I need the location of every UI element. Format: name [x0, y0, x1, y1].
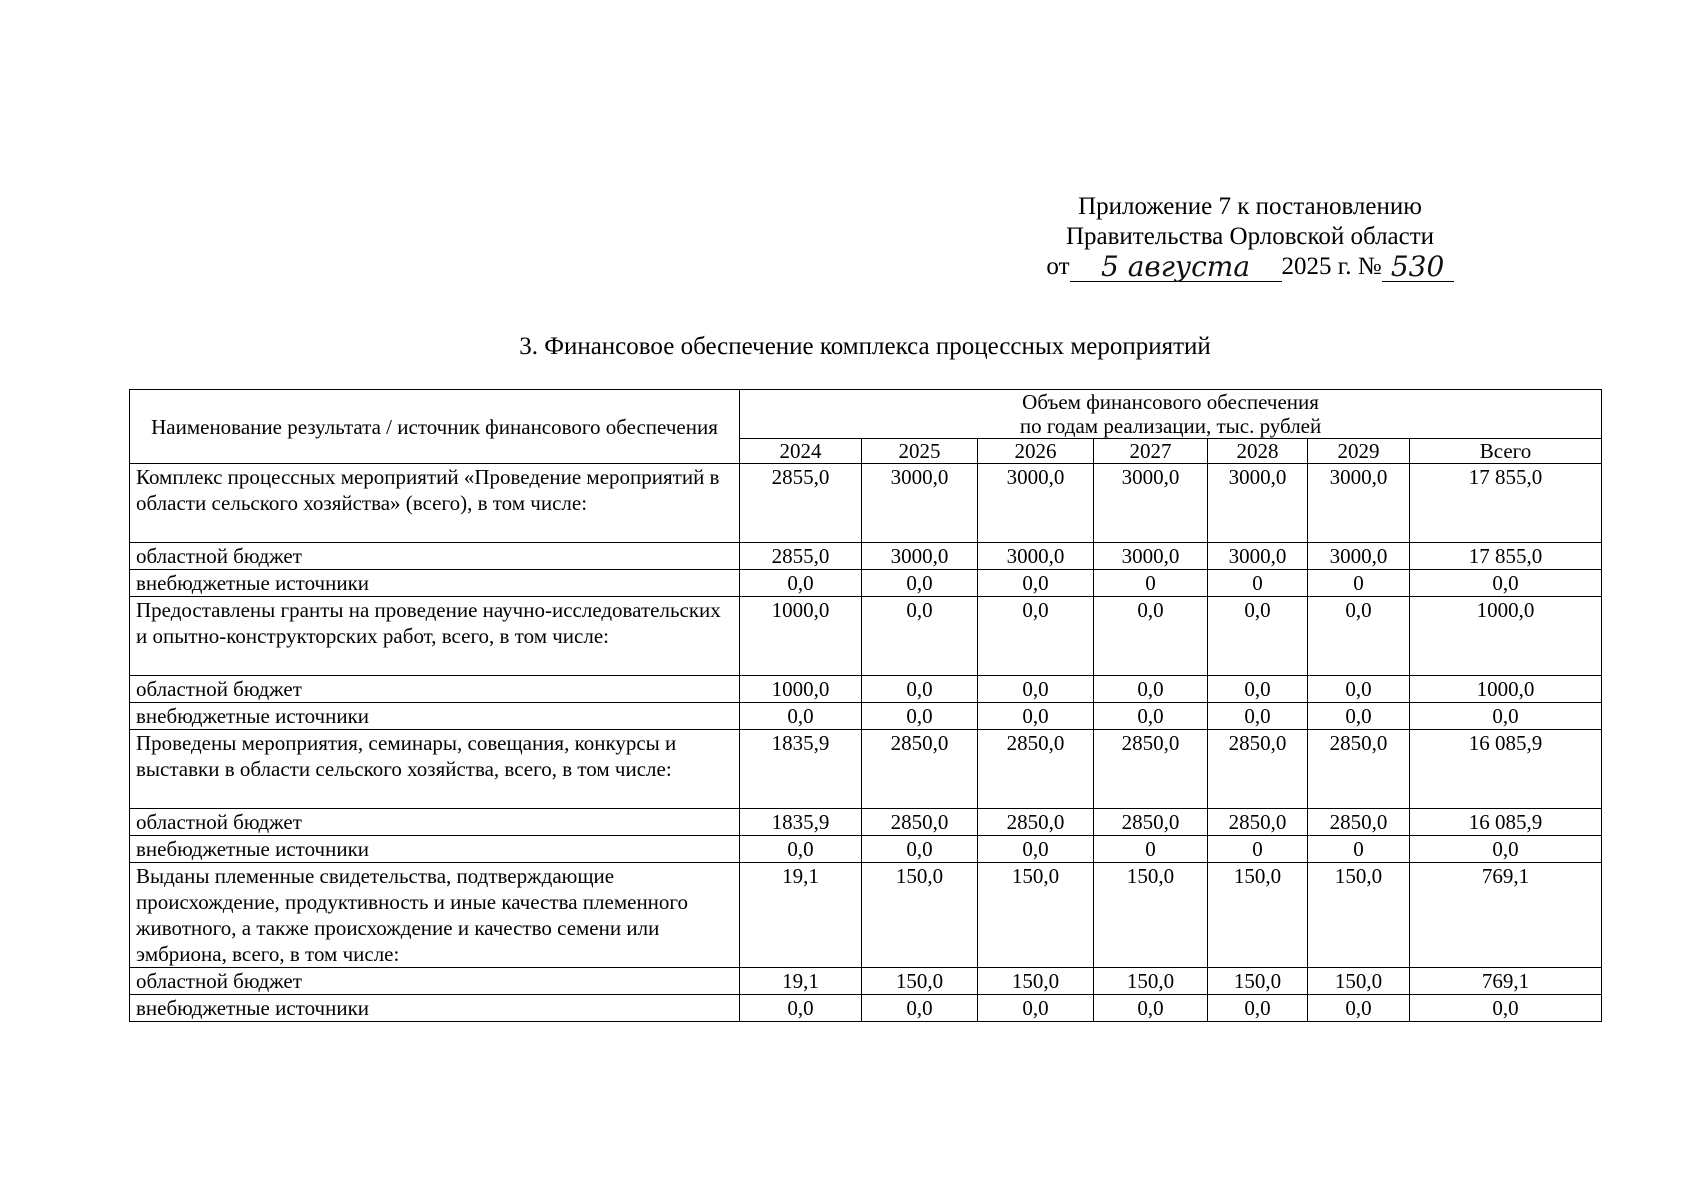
- year-value-cell: 150,0: [978, 863, 1094, 968]
- year-value-cell: 2855,0: [740, 543, 862, 570]
- total-value-cell: 17 855,0: [1410, 543, 1602, 570]
- year-value-cell: 150,0: [1208, 968, 1308, 995]
- year-value-cell: 2850,0: [1208, 730, 1308, 809]
- year-value-cell: 3000,0: [1208, 543, 1308, 570]
- row-name: Предоставлены гранты на проведение научно-исследовательских и опытно-конструкторских работ, всего, в том числе:: [130, 597, 740, 676]
- row-name: областной бюджет: [130, 809, 740, 836]
- year-value-cell: 0,0: [862, 836, 978, 863]
- total-value-cell: 1000,0: [1410, 597, 1602, 676]
- year-value-cell: 0,0: [862, 570, 978, 597]
- row-name: областной бюджет: [130, 543, 740, 570]
- year-value-cell: 2850,0: [1308, 809, 1410, 836]
- year-value-cell: 0,0: [862, 995, 978, 1022]
- year-value-cell: 2855,0: [740, 464, 862, 543]
- year-value-cell: 0,0: [1208, 995, 1308, 1022]
- row-name: областной бюджет: [130, 676, 740, 703]
- total-value-cell: 0,0: [1410, 570, 1602, 597]
- section-title: 3. Финансовое обеспечение комплекса процессных мероприятий: [519, 333, 1211, 360]
- year-value-cell: 0,0: [1094, 676, 1208, 703]
- year-value-cell: 0: [1208, 570, 1308, 597]
- year-value-cell: 0,0: [740, 995, 862, 1022]
- year-value-cell: 2850,0: [978, 809, 1094, 836]
- table-row: [130, 676, 1602, 703]
- year-value-cell: 0,0: [978, 995, 1094, 1022]
- year-value-cell: 0,0: [1094, 703, 1208, 730]
- volume-header-line-1: Объем финансового обеспечения: [1022, 390, 1319, 414]
- year-value-cell: 150,0: [1094, 863, 1208, 968]
- year-value-cell: 0,0: [1094, 995, 1208, 1022]
- year-value-cell: 2850,0: [862, 730, 978, 809]
- handwritten-date: 5 августа: [1070, 253, 1282, 282]
- table-row: [130, 863, 1602, 968]
- year-value-cell: 150,0: [1308, 968, 1410, 995]
- year-value-cell: 150,0: [1094, 968, 1208, 995]
- row-name: Проведены мероприятия, семинары, совещания, конкурсы и выставки в области сельского хозяйства, всего, в том числе:: [130, 730, 740, 809]
- table-row: [130, 809, 1602, 836]
- year-value-cell: 0,0: [978, 676, 1094, 703]
- total-value-cell: 0,0: [1410, 836, 1602, 863]
- year-value-cell: 0,0: [1094, 597, 1208, 676]
- row-name: внебюджетные источники: [130, 570, 740, 597]
- year-value-cell: 2850,0: [1094, 730, 1208, 809]
- year-value-cell: 0,0: [862, 676, 978, 703]
- year-header: 2026: [978, 439, 1094, 464]
- appendix-line-1: Приложение 7 к постановлению: [1078, 193, 1422, 220]
- row-name: областной бюджет: [130, 968, 740, 995]
- row-name: Комплекс процессных мероприятий «Проведение мероприятий в области сельского хозяйства» (всего), в том числе:: [130, 464, 740, 543]
- year-value-cell: 0,0: [740, 703, 862, 730]
- year-header: 2027: [1094, 439, 1208, 464]
- name-column-header: Наименование результата / источник финансового обеспечения: [130, 390, 740, 464]
- year-value-cell: 3000,0: [862, 543, 978, 570]
- year-value-cell: 3000,0: [1208, 464, 1308, 543]
- year-number-label: 2025 г. №: [1281, 253, 1382, 280]
- year-header: 2028: [1208, 439, 1308, 464]
- year-value-cell: 0: [1308, 570, 1410, 597]
- year-value-cell: 1835,9: [740, 730, 862, 809]
- appendix-date-line: [1000, 252, 1500, 282]
- row-name: внебюджетные источники: [130, 995, 740, 1022]
- handwritten-number: 530: [1382, 253, 1454, 282]
- year-value-cell: 0,0: [1308, 676, 1410, 703]
- year-value-cell: 0,0: [740, 836, 862, 863]
- year-value-cell: 150,0: [1208, 863, 1308, 968]
- year-header: 2024: [740, 439, 862, 464]
- year-value-cell: 0,0: [978, 570, 1094, 597]
- row-name: внебюджетные источники: [130, 836, 740, 863]
- year-value-cell: 1000,0: [740, 676, 862, 703]
- year-value-cell: 0,0: [862, 703, 978, 730]
- year-value-cell: 0: [1308, 836, 1410, 863]
- year-value-cell: 1000,0: [740, 597, 862, 676]
- year-value-cell: 150,0: [862, 968, 978, 995]
- volume-header-line-2: по годам реализации, тыс. рублей: [1019, 414, 1322, 438]
- total-value-cell: 1000,0: [1410, 676, 1602, 703]
- year-value-cell: 0,0: [1308, 597, 1410, 676]
- year-value-cell: 2850,0: [1208, 809, 1308, 836]
- year-value-cell: 0,0: [1308, 703, 1410, 730]
- table-row: [130, 464, 1602, 543]
- year-value-cell: 150,0: [862, 863, 978, 968]
- year-header: 2029: [1308, 439, 1410, 464]
- appendix-line-2: Правительства Орловской области: [1065, 223, 1435, 250]
- table-row: [130, 836, 1602, 863]
- table-row: [130, 995, 1602, 1022]
- year-value-cell: 19,1: [740, 863, 862, 968]
- year-value-cell: 0: [1094, 836, 1208, 863]
- year-value-cell: 2850,0: [1094, 809, 1208, 836]
- year-value-cell: 0: [1094, 570, 1208, 597]
- year-value-cell: 2850,0: [978, 730, 1094, 809]
- appendix-header: [1000, 192, 1500, 282]
- total-value-cell: 769,1: [1410, 968, 1602, 995]
- total-value-cell: 769,1: [1410, 863, 1602, 968]
- table-row: [130, 597, 1602, 676]
- year-value-cell: 0,0: [1308, 995, 1410, 1022]
- year-value-cell: 0,0: [978, 703, 1094, 730]
- total-value-cell: 0,0: [1410, 995, 1602, 1022]
- total-value-cell: 16 085,9: [1410, 730, 1602, 809]
- year-value-cell: 2850,0: [862, 809, 978, 836]
- table-row: [130, 543, 1602, 570]
- financing-table: [129, 389, 1602, 1022]
- total-value-cell: 16 085,9: [1410, 809, 1602, 836]
- date-prefix: от: [1046, 253, 1070, 280]
- year-value-cell: 3000,0: [1308, 543, 1410, 570]
- year-value-cell: 19,1: [740, 968, 862, 995]
- year-value-cell: 150,0: [1308, 863, 1410, 968]
- year-value-cell: 0,0: [1208, 676, 1308, 703]
- year-value-cell: 0,0: [1208, 703, 1308, 730]
- total-value-cell: 0,0: [1410, 703, 1602, 730]
- total-value-cell: 17 855,0: [1410, 464, 1602, 543]
- year-value-cell: 1835,9: [740, 809, 862, 836]
- year-value-cell: 3000,0: [1094, 543, 1208, 570]
- year-header: 2025: [862, 439, 978, 464]
- year-value-cell: 3000,0: [978, 543, 1094, 570]
- year-value-cell: 0,0: [862, 597, 978, 676]
- year-value-cell: 0: [1208, 836, 1308, 863]
- row-name: Выданы племенные свидетельства, подтверждающие происхождение, продуктивность и иные качества племенного животного, а также происхождение и качество семени или эмбриона, всего, в том числе:: [130, 863, 740, 968]
- row-name: внебюджетные источники: [130, 703, 740, 730]
- year-value-cell: 150,0: [978, 968, 1094, 995]
- total-header: Всего: [1410, 439, 1602, 464]
- table-row: [130, 968, 1602, 995]
- table-row: [130, 570, 1602, 597]
- year-value-cell: 0,0: [978, 836, 1094, 863]
- year-value-cell: 3000,0: [862, 464, 978, 543]
- table-row: [130, 703, 1602, 730]
- year-value-cell: 3000,0: [1094, 464, 1208, 543]
- year-value-cell: 0,0: [740, 570, 862, 597]
- year-value-cell: 2850,0: [1308, 730, 1410, 809]
- table-row: [130, 730, 1602, 809]
- year-value-cell: 0,0: [978, 597, 1094, 676]
- volume-header: [740, 390, 1602, 439]
- year-value-cell: 3000,0: [978, 464, 1094, 543]
- year-value-cell: 3000,0: [1308, 464, 1410, 543]
- year-value-cell: 0,0: [1208, 597, 1308, 676]
